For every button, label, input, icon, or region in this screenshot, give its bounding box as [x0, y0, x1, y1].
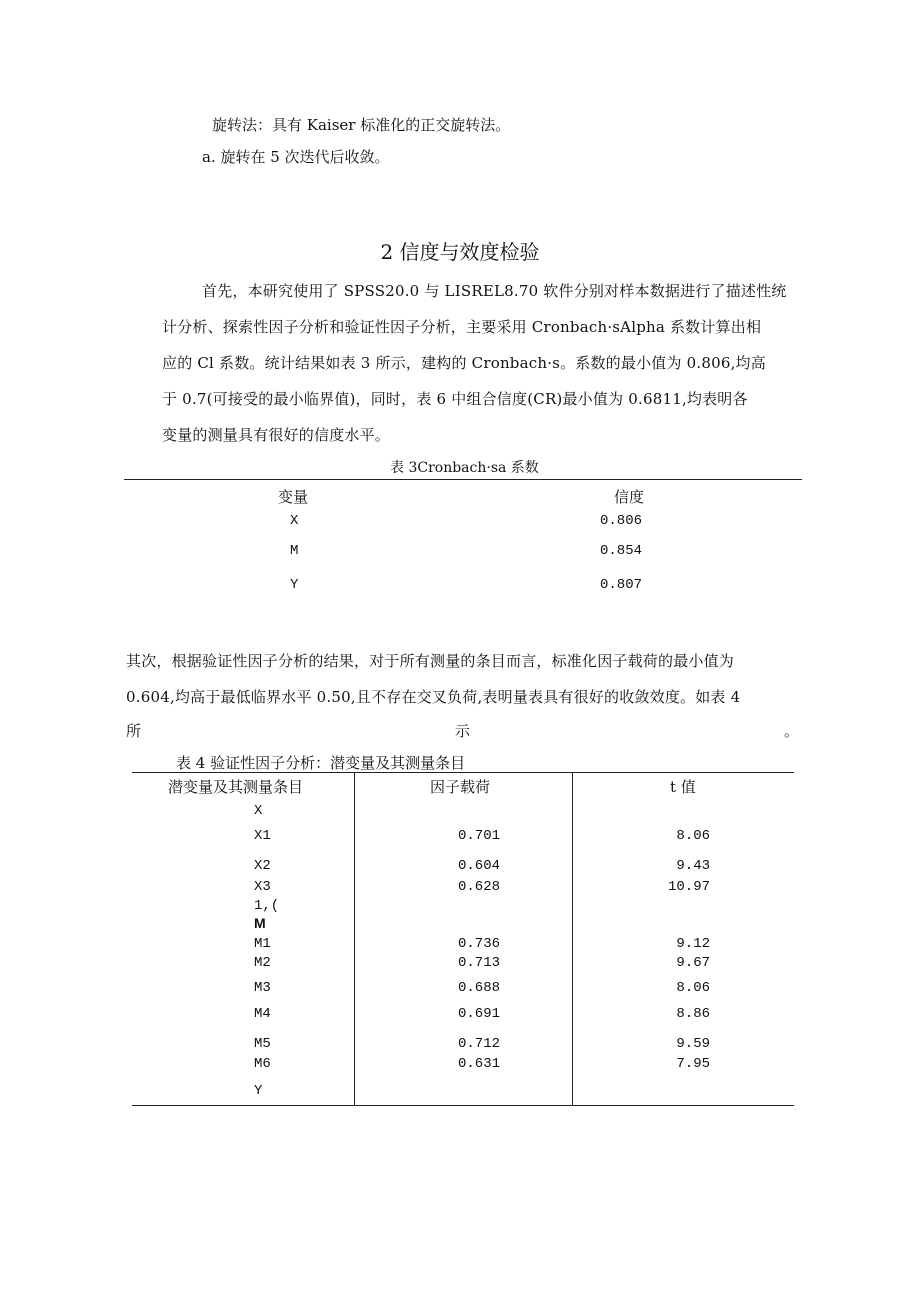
table4-row-loading: 0.701	[458, 828, 501, 844]
table4-row-loading: 0.691	[458, 1006, 501, 1022]
table4-column-divider	[572, 772, 573, 1105]
paragraph2-line: 其次，根据验证性因子分析的结果，对于所有测量的条目而言，标准化因子载荷的最小值为	[126, 652, 735, 670]
table4-row-loading: 0.712	[458, 1036, 501, 1052]
table4-row-item: X1	[254, 828, 271, 844]
paragraph1-line: 首先，本研究使用了 SPSS20.0 与 LISREL8.70 软件分别对样本数据进行了描述性统	[202, 282, 787, 300]
table3-row-var: X	[290, 513, 299, 529]
table4-row-t: 7.95	[676, 1056, 710, 1072]
table4-row-t: 8.86	[676, 1006, 710, 1022]
table4-row-item: M5	[254, 1036, 271, 1052]
paragraph2-last-word: 所	[126, 722, 142, 740]
table4-bottom-rule	[132, 1105, 794, 1106]
paragraph2-last-word: 示	[455, 722, 471, 740]
paragraph1-line: 应的 Cl 系数。统计结果如表 3 所示，建构的 Cronbach·s。系数的最小值为 0.806,均高	[162, 354, 766, 372]
table4-row-item: M3	[254, 980, 271, 996]
table4-row-item: M2	[254, 955, 271, 971]
paragraph2-line: 0.604,均高于最低临界水平 0.50,且不存在交叉负荷,表明量表具有很好的收敛效度。如表 4	[126, 688, 741, 706]
table4-row-item: M	[254, 915, 266, 931]
convergence-note: a. 旋转在 5 次迭代后收敛。	[202, 148, 390, 166]
table4-row-item: 1,(	[254, 898, 280, 914]
table4-row-loading: 0.604	[458, 858, 501, 874]
table4-row-t: 9.12	[676, 936, 710, 952]
table3-row-value: 0.806	[600, 513, 643, 529]
table4-row-item: M4	[254, 1006, 271, 1022]
table4-row-item: X2	[254, 858, 271, 874]
table4-row-t: 10.97	[667, 879, 710, 895]
table4-row-item: M1	[254, 936, 271, 952]
table4-row-t: 9.43	[676, 858, 710, 874]
table3-header-variable: 变量	[278, 488, 309, 506]
table4-row-t: 8.06	[676, 828, 710, 844]
table4-row-loading: 0.688	[458, 980, 501, 996]
table4-row-t: 9.67	[676, 955, 710, 971]
table4-row-loading: 0.631	[458, 1056, 501, 1072]
table3-row-var: M	[290, 543, 299, 559]
table4-row-item: M6	[254, 1056, 271, 1072]
table4-header-item: 潜变量及其测量条目	[168, 778, 304, 796]
table4-row-item: X	[254, 803, 263, 819]
table4-row-loading: 0.628	[458, 879, 501, 895]
table4-header-loading: 因子载荷	[430, 778, 491, 796]
table4-row-t: 8.06	[676, 980, 710, 996]
rotation-method-note: 旋转法：具有 Kaiser 标准化的正交旋转法。	[212, 116, 511, 134]
table3-top-rule	[124, 479, 802, 480]
section-title: 2 信度与效度检验	[380, 240, 540, 264]
paragraph1-line: 计分析、探索性因子分析和验证性因子分析，主要采用 Cronbach·sAlpha 系数计算出相	[162, 318, 762, 336]
table4-caption: 表 4 验证性因子分析：潜变量及其测量条目	[176, 754, 466, 772]
table4-row-item: Y	[254, 1083, 263, 1099]
paragraph1-line: 于 0.7(可接受的最小临界值)，同时，表 6 中组合信度(CR)最小值为 0.6811,均表明各	[162, 390, 748, 408]
table4-column-divider	[354, 772, 355, 1105]
paragraph1-line: 变量的测量具有很好的信度水平。	[162, 426, 391, 444]
table4-row-item: X3	[254, 879, 271, 895]
table4-row-t: 9.59	[676, 1036, 710, 1052]
table3-header-reliability: 信度	[614, 488, 645, 506]
table4-header-t: t 值	[670, 778, 696, 796]
table3-row-value: 0.807	[600, 577, 643, 593]
table4-row-loading: 0.713	[458, 955, 501, 971]
table3-caption: 表 3Cronbach·sa 系数	[390, 460, 539, 476]
table3-row-value: 0.854	[600, 543, 643, 559]
table4-top-rule	[132, 772, 794, 773]
table3-row-var: Y	[290, 577, 299, 593]
table4-row-loading: 0.736	[458, 936, 501, 952]
paragraph2-period: 。	[784, 722, 800, 740]
